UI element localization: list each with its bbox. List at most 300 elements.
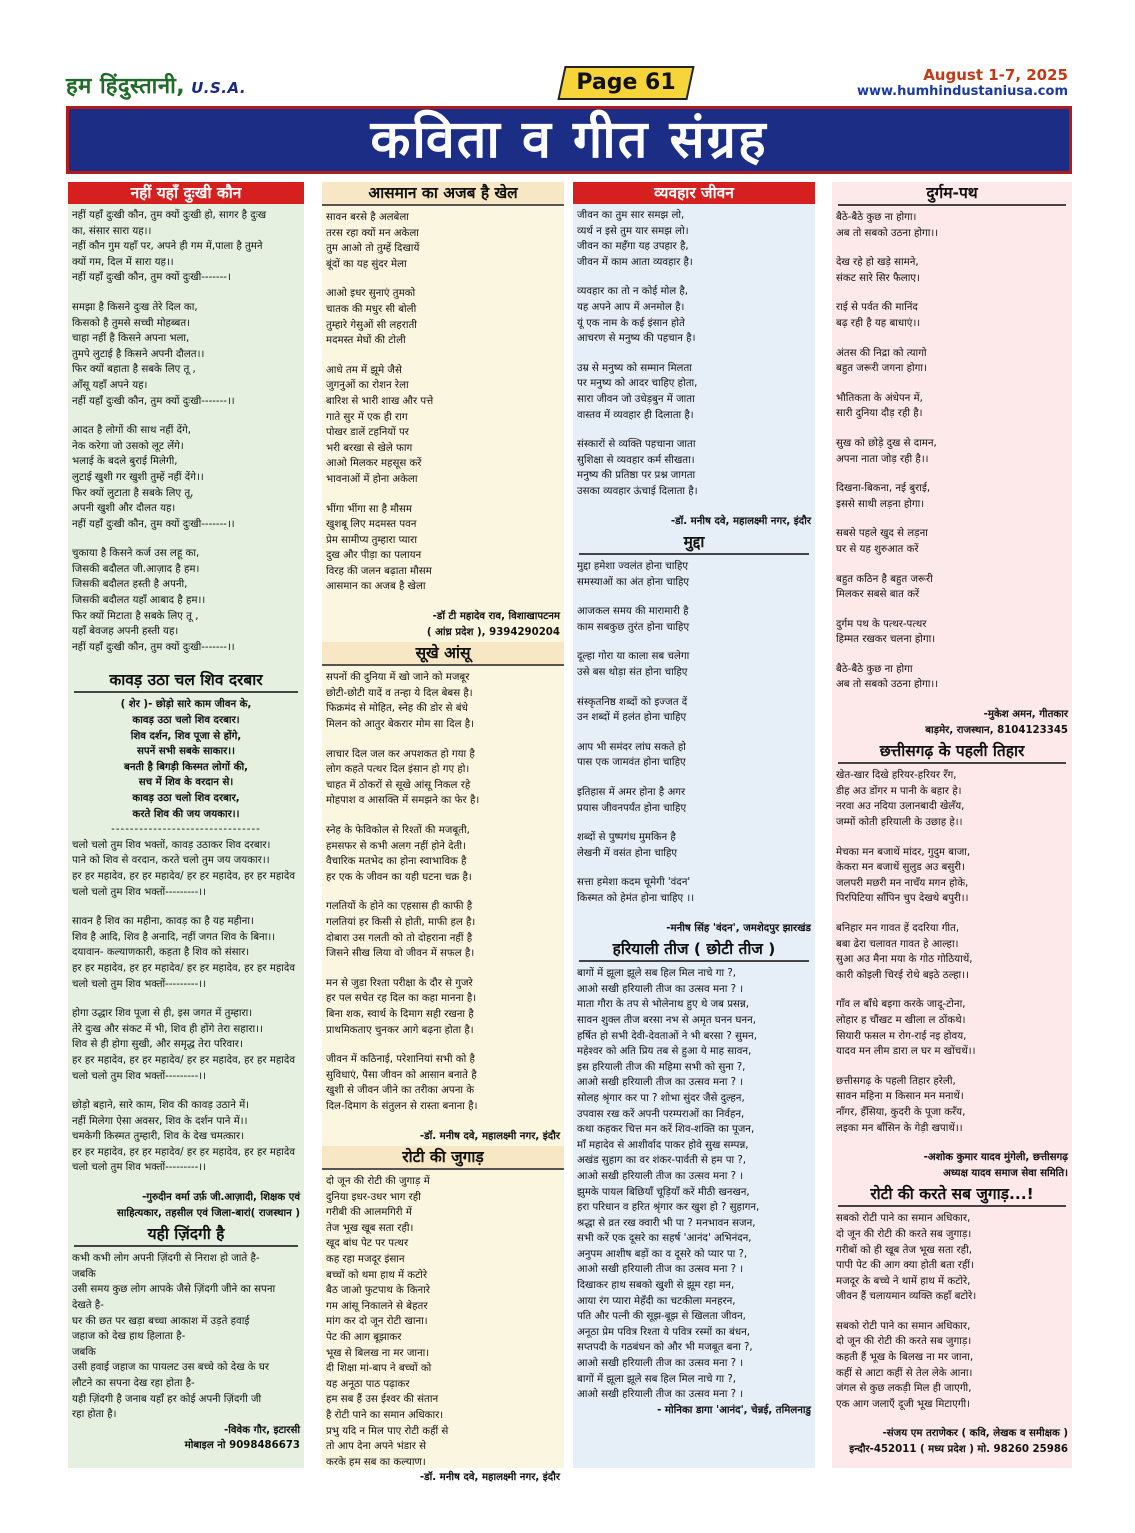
stanza	[72, 838, 300, 900]
poem-line: दो जून की रोटी की जुगाड़ में	[326, 1176, 430, 1188]
page-number-box	[557, 66, 694, 100]
poem-line: मिलन को आतुर बेकरार मोम सा दिल है।	[326, 719, 474, 731]
poem-line: सावन है शिव का महीना, कावड़ का है यह महीना।	[72, 916, 254, 928]
poem-line: सप्तपदी के गठबंधन को और भी मजबूत बना ?,	[577, 1342, 753, 1354]
stanza	[72, 914, 300, 992]
poem-line: गाते सुर में एक ही राग	[326, 411, 408, 423]
poem-line: बारिश से भारी शाख और पत्ते	[326, 395, 434, 407]
stanza	[577, 740, 811, 771]
poem-line: संस्कृतनिष्ठ शब्दों को इज्जत दें	[577, 696, 688, 708]
stanza	[326, 286, 560, 348]
poem-line: राई से पर्वत की मानिंद	[836, 302, 918, 314]
poem-line: मजदूर के बच्चे ने थामें हाथ में कटोरे,	[836, 1275, 971, 1287]
column-3	[573, 182, 815, 1468]
poem-line: -विवेक गौर, इटारसी	[224, 1424, 300, 1436]
poem-line: हर हर महादेव, हर हर महादेव/ हर हर महादेव, हर हर महादेव	[72, 1146, 295, 1158]
poem-line: आओ सखी हरियाली तीज का उत्सव मना ? ।	[577, 1264, 744, 1276]
poem-line: नरवा अउ नदिया उलानबादी खेलँय,	[836, 801, 965, 813]
stanza	[836, 391, 1068, 422]
poem-line: पेट की आग बूझाकर	[326, 1332, 402, 1344]
poem-body	[573, 208, 815, 500]
stanza	[577, 604, 811, 635]
poem-title: हरियाली तीज ( छोटी तीज )	[579, 938, 809, 962]
column-1	[68, 182, 304, 1468]
author-credit	[68, 1423, 304, 1454]
poem-line: चुकाया है किसने कर्ज उस लहू का,	[72, 548, 200, 560]
poem-body	[322, 670, 564, 1114]
poem-line: घर की छत पर खड़ा बच्चा आकाश में उड़ते हवाई	[72, 1315, 250, 1327]
poem-line: सारा जीवन जो उधेड़बुन में जाता	[577, 393, 695, 405]
poem-line: गाँव ल बाँधे बइगा करके जादू-टोना,	[836, 999, 966, 1011]
poem-line: यहाँ बेवजह अपनी हस्ती यह।	[72, 626, 179, 638]
poem-line: सावन शुक्ल तीज बरसा नभ से अमृत घनन घनन,	[577, 1014, 756, 1026]
poem-line: आया रंग प्यारा मेहँदी का चटकीला मनहरन,	[577, 1295, 736, 1307]
stanza	[577, 830, 811, 861]
poem-line: जहाज को देख हाथ हिलाता है-	[72, 1331, 186, 1343]
author-credit	[322, 609, 564, 640]
poem-line: भींगा भींगा सा है मौसम	[326, 503, 412, 515]
poem-line: माँ महादेव से आशीर्वाद पाकर होवे सुख सम्पन्न,	[577, 1139, 749, 1151]
poem-line: छोटी-छोटी यादें व तन्हा ये दिल बेबस है।	[326, 687, 473, 699]
poem-line: जबकि	[72, 1346, 96, 1358]
poem-line: नहीं कौन गुम यहाँ पर, अपने ही गम में,पाला है तुमने	[72, 241, 263, 253]
poem-line: चमकेगी किस्मत तुम्हारी, शिव के देख चमत्कार।	[72, 1131, 245, 1143]
poem-line: नहीं यहाँ दुःखी कौन, तुम क्यों दुःखी हो, सागर है दुःख	[72, 210, 267, 221]
poem-line: जबकि	[72, 1268, 96, 1280]
stanza	[577, 284, 811, 346]
poem-line: दिल-दिमाग के संतुलन से रास्ता बनाना है।	[326, 1100, 478, 1112]
poem-line: स्नेह के फेविकोल से रिश्तों की मजबूती,	[326, 825, 470, 836]
poem-line: बनिहार मन गावत हें ददरिया गीत,	[836, 923, 960, 934]
poem-line: मोहपाश व आसक्ति में समझने का फेर है।	[326, 795, 480, 807]
poem-line: पर मनुष्य को आदर चाहिए होता,	[577, 378, 698, 390]
stanza	[577, 208, 811, 270]
poem-line: उसका व्यवहार ऊंचाई दिलाता है।	[577, 485, 698, 497]
poem-line: लौटने का सपना देख रहा होता है-	[72, 1378, 195, 1389]
poem-line: मुद्दा हमेशा ज्वलंत होना चाहिए	[577, 561, 689, 573]
poem-line: भूख से बिलख ना मर जाना।	[326, 1347, 430, 1359]
poem-title: कावड़ उठा चल शिव दरबार	[74, 669, 298, 693]
poem-line: मदमस्त मेघों की टोली	[326, 335, 406, 347]
poem-title: व्यवहार जीवन	[573, 182, 815, 204]
poem-line: दी शिक्षा मां-बाप ने बच्चों को	[326, 1363, 432, 1375]
poem-line: कावड़ उठा चलो शिव दरबार,	[132, 793, 240, 804]
poem-line: जिसकी बदौलत यहाँ आबाद है हम।।	[72, 595, 206, 607]
poem-line: सुख को छोड़े दुख से दामन,	[836, 437, 937, 449]
poem-line: होगा उद्धार शिव पूजा से ही, इस जगत में तुम्हारा।	[72, 1008, 253, 1020]
poem-line: आओ मिलकर महसूस करें	[326, 458, 422, 470]
website-link[interactable]: www.humhindustaniusa.com	[856, 84, 1068, 99]
stanza	[577, 785, 811, 816]
stanza	[326, 363, 560, 488]
poem-body	[832, 768, 1072, 1136]
poem-line: काम सबकुछ तुरंत होना चाहिए	[577, 621, 690, 633]
poem-line: आँसू यहाँ अपने यह।	[72, 379, 148, 391]
poem-line: रहा होता है।	[72, 1409, 117, 1421]
poem-line: व्यवहार का तो न कोई मोल है,	[577, 286, 689, 298]
poem-line: सत्ता हमेशा कदम चूमेगी 'वंदन'	[577, 877, 691, 889]
poem-body	[68, 1251, 304, 1423]
poem-line: नहीं यहाँ दुःखी कौन, तुम क्यों दुःखी-------।।	[72, 641, 235, 653]
stanza	[577, 361, 811, 423]
stanza	[836, 1319, 1068, 1413]
poem-line: बिना शक, स्वार्थ के दिमाग सही रखना है	[326, 1008, 474, 1020]
poem-line: फिक्रमंद से मोहित, स्नेह की डोर से बंधे	[326, 703, 468, 715]
poem-line: हम सब हैं उस ईश्वर की संतान	[326, 1394, 439, 1406]
author-credit	[832, 707, 1072, 738]
poem-line: -अशोक कुमार यादव मुंगेली, छत्तीसगढ़	[923, 1152, 1068, 1164]
poem-title: रोटी की करते सब जुगाड़...!	[838, 1183, 1066, 1207]
stanza	[836, 526, 1068, 557]
poem-line: उसी हवाई जहाज का पायलट उस बच्चे को देख के घर	[72, 1362, 270, 1374]
poem-line: सोलह श्रृंगार कर पा ? शोभा सुंदर जैसे दुल्हन,	[577, 1092, 745, 1104]
author-credit	[573, 921, 815, 937]
stanza	[326, 747, 560, 809]
poem-line: नाँगर, हँसिया, कुदरी के पूजा करँय,	[836, 1106, 966, 1118]
poem-line: आओ इधर सुनाएं तुमको	[326, 288, 416, 300]
poem-line: खूद बांध पेट पर पत्थर	[326, 1238, 409, 1250]
poem-line: छत्तीसगढ़ के पहली तिहार हरेली,	[836, 1075, 956, 1087]
poem-line: करते शिव की जय जयकार।।	[132, 808, 240, 820]
poem-line: सच में शिव के वरदान से।	[138, 777, 234, 789]
poem-line: अपनी खुशी और दौलत यह।	[72, 503, 176, 515]
poem-line: लइका मन बाँसिन के गेड़ी खपाथें।।	[836, 1122, 963, 1134]
author-credit	[322, 1129, 564, 1145]
poem-line: चलो चलो तुम शिव भक्तों, कावड़ उठाकर शिव दरबार।	[72, 839, 271, 851]
logo-text: हम हिंदुस्तानी,	[66, 74, 186, 99]
newspaper-logo[interactable]	[66, 70, 246, 100]
poem-line: आदत है लोगों की साथ नहीं देंगे,	[72, 425, 191, 437]
dateline	[857, 66, 1068, 99]
poem-line: अंतस की निद्रा को त्यागो	[836, 347, 927, 359]
poem-line: कावड़ उठा चलो शिव दरबार।	[132, 715, 240, 727]
poem-line: का, संसार सारा यह।।	[72, 225, 152, 237]
poem-line: -डॉ टी महादेव राव, विशाखापटनम	[432, 611, 560, 623]
poem-line: ( आंध्र प्रदेश ), 9394290204	[426, 626, 560, 638]
poem-body	[832, 210, 1072, 693]
poem-line: तुम्हारे गेसुओं सी लहराती	[326, 319, 417, 331]
poem-line: लाचार दिल जल कर अपशकत हो गया है	[326, 748, 475, 760]
poem-line: फिर क्यों बहाता है सबके लिए तू ,	[72, 364, 196, 376]
poem-line: बहुत जरूरी जगना होगा।	[836, 363, 927, 375]
poem-line: तुम आओ तो तुम्हें दिखायें	[326, 243, 420, 255]
poem-line: केकरा मन बजाथें सुलुड अउ बसुरी।	[836, 862, 965, 874]
poem-line: अपना नाता जोड़ रही है।।	[836, 453, 929, 465]
poem-line: प्राथमिकताए चुनकर आगे बढ़ना होता है।	[326, 1024, 474, 1036]
poem-line: हर पल सचेत रह दिल का कहा मानना है।	[326, 993, 477, 1005]
poem-line: तरस रहा क्यों मन अकेला	[326, 227, 419, 239]
poem-line: आचरण से मनुष्य की पहचान है।	[577, 333, 696, 345]
stanza	[836, 921, 1068, 983]
poem-line: समस्याओं का अंत होना चाहिए	[577, 576, 690, 588]
poem-line: नहीं मिलेगा ऐसा अवसर, शिव के दर्शन पाने में।।	[72, 1115, 248, 1127]
poem-line: आओ सखी हरियाली तीज का उत्सव मना ? ।	[577, 1170, 744, 1182]
stanza	[72, 423, 300, 532]
poem-line: विरह की जलन बढ़ाता मौसम	[326, 565, 432, 577]
poem-line: अनुपम आशीष बड़ों का व दूसरे को प्यार पा ?,	[577, 1248, 748, 1260]
poem-line: बनती है बिगड़ी किस्मत लोगों की,	[124, 761, 248, 773]
poem-line: सपनें सभी सबके साकार।।	[136, 746, 236, 758]
poem-line: संकट सारे सिर फैलाए।	[836, 272, 920, 284]
poem-line: वैचारिक मतभेद का होना स्वाभाविक है	[326, 856, 467, 868]
poem-line: करके हम सब का कल्याण।	[326, 1456, 426, 1468]
poem-line: दुनिया इधर-उधर भाग रही	[326, 1191, 421, 1203]
poem-line: शब्दों से पुष्पगंध मुमकिन है	[577, 832, 676, 844]
poem-line: छोड़ो बहाने, सारे काम, शिव की कावड़ उठाने में।	[72, 1100, 250, 1112]
stanza	[836, 1074, 1068, 1136]
poem-body	[322, 210, 564, 595]
poem-line: आओ सखी हरियाली तीज का उत्सव मना ? ।	[577, 1389, 744, 1401]
poem-line: देख रहे हो खड़े सामने,	[836, 257, 919, 269]
column-2	[322, 182, 564, 1484]
poem-line: व्यर्थ न इसे तुम यार समझ लो।	[577, 225, 689, 237]
poem-title: सूखे आंसू	[322, 642, 564, 666]
author-credit	[68, 1190, 304, 1221]
poem-body	[573, 966, 815, 1403]
poem-line: यही ज़िंदगी है जनाब यहाँ हर कोई अपनी ज़िंदगी जी	[72, 1393, 262, 1405]
poem-line: प्रयास जीवनपर्यंत होना चाहिए	[577, 802, 687, 814]
stanza	[326, 1052, 560, 1114]
poem-line: गलतियां हर किसी से होती, माफी हल है।	[326, 916, 476, 928]
poem-title: नहीं यहाँ दुःखी कौन	[68, 182, 304, 204]
poem-line: उपवास रख करें अपनी परम्पराओं का निर्वहन,	[577, 1108, 745, 1120]
poem-line: संस्कारों से व्यक्ति पहचाना जाता	[577, 439, 696, 451]
stanza	[72, 546, 300, 655]
poem-line: यह अनूठा पाठ पढ़ाकर	[326, 1378, 410, 1390]
author-credit	[573, 1403, 815, 1419]
poem-line: कह रहा मजदूर इंसान	[326, 1254, 405, 1266]
poem-line: मांग कर दो जून रोटी खाना।	[326, 1316, 428, 1328]
poem-line: यूं एक नाम के कई इंसान होते	[577, 317, 685, 329]
poem-line: सुआ अउ मैना मया के गोठ गोठियाथें,	[836, 954, 973, 966]
poem-line: जिसकी बदौलत हस्ती है अपनी,	[72, 579, 188, 591]
poem-title: दुर्गम-पथ	[838, 182, 1066, 206]
poem-line: लुटाई खुशी गर खुशी तुम्हें नहीं देंगे।।	[72, 471, 204, 483]
poem-line: तुमपे लुटाई है किसने अपनी दौलत।।	[72, 348, 205, 360]
poem-title: छत्तीसगढ़ के पहली तिहार	[838, 740, 1066, 764]
poem-body	[68, 838, 304, 1176]
poem-line: कहीं से आटा कहीं से तेल लेके आना।	[836, 1367, 973, 1379]
section-banner	[66, 106, 1072, 174]
poem-line: किस्मत को हेमंत होना चाहिए ।।	[577, 893, 695, 904]
poem-line: हरा परिधान व हरित श्रृंगार कर खुश हो ? सुहागन,	[577, 1202, 760, 1214]
poem-line: सबसे पहले खुद से लड़ना	[836, 528, 928, 540]
poem-line: माता गौरा के तप से भोलेनाथ हुए थे जब प्रसन्न,	[577, 999, 749, 1011]
poem-line: मनुष्य की प्रतिष्ठा पर प्रश्न जागता	[577, 470, 696, 482]
stanza	[326, 823, 560, 885]
stanza	[836, 436, 1068, 467]
poem-line: घर से यह शुरुआत करें	[836, 543, 919, 555]
poem-line: हिम्मत रखकर चलना होगा।	[836, 634, 936, 646]
poem-line: इतिहास में अमर होना है अगर	[577, 787, 686, 799]
poem-line: लोग कहते पत्थर दिल इंसान हो गए हो।	[326, 764, 470, 776]
stanza	[72, 1006, 300, 1084]
poem-line: दो जून की रोटी की करते सब जुगाड़।	[836, 1228, 972, 1240]
poem-line: दूल्हा गोरा या काला सब चलेगा	[577, 651, 690, 663]
poem-body	[322, 1174, 564, 1470]
stanza	[836, 662, 1068, 693]
poem-line: गरीबों को ही खूब तेज भूख सता रही,	[836, 1244, 972, 1256]
poem-line: बैठे-बैठे कुछ ना होगा	[836, 663, 913, 675]
stanza	[836, 255, 1068, 286]
author-credit	[832, 1426, 1072, 1457]
poem-line: भलाई के बदले बुराई मिलेगी,	[72, 456, 178, 468]
stanza	[836, 572, 1068, 603]
poem-line: साहित्यकार, तहसील एवं जिला-बारां( राजस्थान )	[116, 1207, 300, 1219]
poem-line: सबको रोटी पाने का समान अधिकार,	[836, 1213, 971, 1225]
poem-line: खुशबू लिए मदमस्त पवन	[326, 519, 417, 531]
poem-line: जिसने सीख लिया वो जीवन में सफल है।	[326, 948, 475, 960]
poem-line: आसमान का अजब है खेला	[326, 581, 426, 593]
issue-date: August 1-7, 2025	[923, 66, 1068, 84]
poem-line: महेश्वर को अति प्रिय तब से हुआ ये माह सावन,	[577, 1046, 752, 1058]
author-credit	[322, 1470, 564, 1486]
poem-line: पिरपिटिया साँपिन चुप देखथे बपुरी।।	[836, 893, 969, 905]
poem-line: बागों में झूला झूले सब हिल मिल नाचे गा ?,	[577, 1373, 736, 1385]
poem-line: बहुत कठिन है बहुत जरूरी	[836, 573, 933, 585]
stanza	[326, 670, 560, 732]
poem-line: हर हर महादेव, हर हर महादेव/ हर हर महादेव, हर हर महादेव	[72, 870, 295, 882]
poem-line: बच्चों को थमा हाथ में कटोरे	[326, 1269, 428, 1281]
poem-line: पोखर डालें टहनियों पर	[326, 427, 409, 439]
poem-line: हर हर महादेव, हर हर महादेव/ हर हर महादेव, हर हर महादेव	[72, 1054, 295, 1066]
stanza	[836, 845, 1068, 907]
poem-line: इससे साथी लड़ना होगा।	[836, 498, 925, 510]
poem-line: मन से जुडा रिश्ता परीक्षा के दौर से गुजरे	[326, 977, 473, 989]
poem-line: जुगनुओं का रोशन रेला	[326, 380, 409, 392]
poem-line: शिव है आदि, शिव है अनादि, नहीं जगत शिव के बिना।।	[72, 931, 276, 943]
poem-line: अब तो सबको उठना होगा।।	[836, 227, 939, 239]
poem-line: अध्यक्ष यादव समाज सेवा समिति।	[943, 1167, 1068, 1179]
poem-title: मुद्दा	[579, 531, 809, 555]
poem-body	[68, 208, 304, 655]
poem-line: बाड़मेर, राजस्थान, 8104123345	[925, 724, 1068, 736]
stanza	[836, 617, 1068, 648]
poem-line: कभी कभी लोग अपनी ज़िंदगी से निराश हो जाते है-	[72, 1253, 260, 1265]
poem-title: आसमान का अजब है खेल	[322, 182, 564, 206]
poem-line: कारी कोइली चिरई रोथे बइठे ठल्हा।।	[836, 969, 969, 981]
poem-line: इन्दौर-452011 ( मध्य प्रदेश ) मो. 98260 25986	[849, 1444, 1068, 1456]
poem-line: बैठे-बैठे कुछ ना होगा।	[836, 212, 917, 223]
stanza	[577, 695, 811, 726]
poem-line: सुशिक्षा से व्यवहार कर्म सीखता।	[577, 454, 695, 466]
poem-line: कहती हैं भूख के बिलख ना मर जाना,	[836, 1352, 974, 1364]
poem-line: मोबाइल नो 9098486673	[184, 1440, 300, 1452]
poem-line: जीवन में काम आता व्यवहार है।	[577, 256, 693, 268]
stanza	[326, 502, 560, 596]
poem-line: पापी पेट की आग क्या होती बता रहीं।	[836, 1260, 974, 1272]
poem-line: उन शब्दों में हलंत होना चाहिए	[577, 712, 687, 724]
poem-line: सियारी फसल म रोग-राई नइ होवय,	[836, 1030, 967, 1042]
poem-line: एक आग जलाएँ दूजी भूख मिटाएगी।	[836, 1398, 971, 1410]
poem-line: प्रभु यदि न मिल पाए रोटी कहीं से	[326, 1425, 449, 1437]
poem-line: तो आप देना अपने भंडार से	[326, 1441, 427, 1453]
poem-line: आधे तम में झूमे जैसे	[326, 364, 402, 376]
poem-line: जम्मों कोती हरियाली के उछाह हे।।	[836, 817, 963, 829]
poem-line: बढ़ रही है यह बाधाएं।।	[836, 317, 921, 329]
poem-line: पाने को शिव से वरदान, करते चलो तुम जय जयकार।।	[72, 855, 270, 867]
poem-line: उसी समय कुछ लोग आपके जैसे ज़िंदगी जीने का सपना	[72, 1284, 276, 1296]
section-title: कविता व गीत संग्रह	[370, 110, 768, 170]
poem-line: उम्र से मनुष्य को सम्मान मिलता	[577, 362, 692, 374]
poem-line: चलो चलो तुम शिव भक्तों---------।।	[72, 886, 206, 898]
stanza	[577, 875, 811, 906]
sher-block	[68, 697, 304, 822]
poem-line: देखते है-	[72, 1300, 104, 1312]
separator: --------------------------------	[111, 824, 261, 836]
author-credit	[573, 514, 815, 530]
poem-line: जलपरी मछरी मन नाचँय मगन होके,	[836, 877, 969, 889]
poem-line: -संजय एम तराणेकर ( कवि, लेखक व समीक्षक )	[882, 1428, 1068, 1440]
poem-line: दुर्गम पथ के पत्थर-पत्थर	[836, 618, 927, 630]
stanza	[836, 768, 1068, 830]
stanza	[72, 1098, 300, 1176]
masthead	[66, 66, 1076, 102]
page-number: Page 61	[576, 70, 676, 95]
stanza	[577, 437, 811, 499]
poem-line: लोहार ह चौंखट म खीला ल ठोंकथे।	[836, 1014, 966, 1026]
poem-line: कथा कहकर चित्त मन करें शिव-शक्ति का पूजन,	[577, 1124, 755, 1136]
poem-line: जीवन का तुम सार समझ लो,	[577, 210, 685, 221]
stanza	[326, 210, 560, 272]
poem-line: हर हर महादेव, हर हर महादेव/ हर हर महादेव, हर हर महादेव	[72, 962, 295, 974]
poem-line: दोबारा उस गलती को तो दोहराना नहीं है	[326, 932, 473, 944]
poem-line: बूंदों का यह सुंदर मेला	[326, 258, 407, 270]
stanza	[836, 346, 1068, 377]
poem-line: यादव मन लीम डारा ल घर म खोंचथें।।	[836, 1046, 976, 1058]
poem-line: चलो चलो तुम शिव भक्तों---------।।	[72, 1070, 206, 1082]
poem-line: बबा ढेरा चलावत गावत हे आल्हा।	[836, 938, 959, 950]
poem-line: -गुरुदीन वर्मा उर्फ़ जी.आज़ादी, शिक्षक एवं	[142, 1192, 300, 1204]
poem-line: खुशी से जीवन जीने का तरीका अपना के	[326, 1085, 475, 1097]
poem-line: लेखनी में वसंत होना चाहिए	[577, 847, 678, 859]
poem-line: चाहत में ठोकरों से सूखे आंसू निकल रहे	[326, 779, 471, 791]
poem-line: भौतिकता के अंधेपन में,	[836, 392, 923, 404]
poem-line: -डॉ. मनीष दवे, महालक्ष्मी नगर, इंदौर	[419, 1130, 560, 1142]
stanza	[577, 649, 811, 680]
poem-line: सावन बरसे है अलबेला	[326, 212, 409, 223]
stanza	[72, 300, 300, 409]
poem-line: झुमके पायल बिछियाँ चूड़ियाँ करें मीठी खनखन,	[577, 1186, 750, 1198]
poem-line: आओ सखी हरियाली तीज का उत्सव मना ? ।	[577, 1077, 744, 1089]
poem-line: गम आंसू निकालने से बेहतर	[326, 1300, 428, 1312]
stanza	[836, 481, 1068, 512]
poem-line: जीवन का महँगा यह उपहार है,	[577, 241, 689, 253]
poem-line: पति और पत्नी की सूझ-बूझ से खिलता जीवन,	[577, 1311, 746, 1323]
logo-usa: U.S.A.	[191, 79, 247, 97]
stanza	[326, 899, 560, 961]
poem-line: भावनाओं में होना अकेला	[326, 473, 418, 485]
poem-line: शिव से ही होगा सुखी, और समृद्ध तेरा परिवार।	[72, 1039, 243, 1051]
poem-line: -मनीष सिंह 'वंदन', जमशेदपुर झारखंड	[666, 922, 811, 934]
poem-line: दिखाकर हाथ सबको खुशी से झूम रहा मन,	[577, 1280, 735, 1292]
poem-line: अब तो सबको उठना होगा।।	[836, 679, 939, 691]
poem-line: सुविधाएं, पैसा जीवन को आसान बनाते है	[326, 1069, 477, 1081]
poem-line: मेचका मन बजाथें मांदर, गुदुम बाजा,	[836, 846, 971, 858]
poem-body	[832, 1211, 1072, 1412]
poem-line: हर्षित हो सभी देवी-देवताओं ने भी बरसा ? सुमन,	[577, 1030, 757, 1042]
poem-line: चातक की मधुर सी बोली	[326, 303, 417, 315]
poem-line: गरीबी की आलमगिरी में	[326, 1207, 412, 1219]
poem-line: चलो चलो तुम शिव भक्तों---------।।	[72, 1162, 206, 1174]
poem-line: आप भी समंदर लांघ सकते हो	[577, 741, 686, 753]
poem-line: -मुकेश अमन, गीतकार	[983, 709, 1068, 721]
poem-line: सभी करें एक दूसरे का सहर्ष 'आनंद' अभिनंदन,	[577, 1233, 752, 1245]
stanza	[836, 210, 1068, 241]
poem-line: हर एक के जीवन का यही घटना चक्र है।	[326, 871, 472, 883]
poem-title: रोटी की जुगाड़	[322, 1146, 564, 1170]
author-credit	[832, 1150, 1072, 1181]
